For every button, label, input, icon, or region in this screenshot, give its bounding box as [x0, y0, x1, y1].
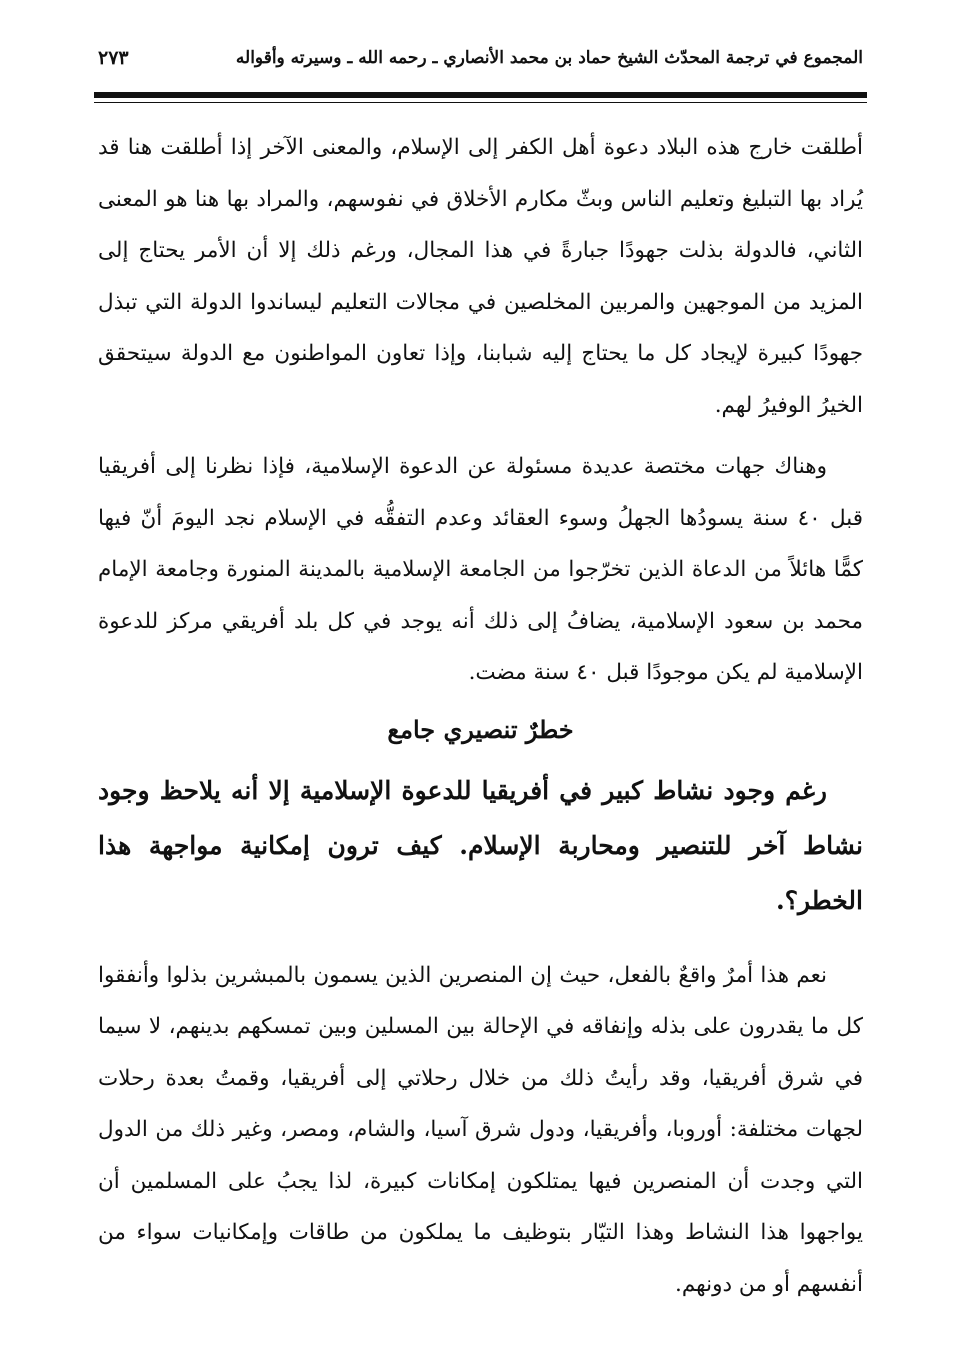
header-rule-thick — [94, 92, 867, 98]
paragraph-1: أطلقت خارج هذه البلاد دعوة أهل الكفر إلى الإسلام، والمعنى الآخر إذا أطلقت هنا قد يُراد بها التبليغ وتعليم الناس وبثّ مكارم الأخلاق في نفوسهم، والمراد بها هنا هو المعنى الثاني، فالدولة بذلت جهودًا جبارةً في هذا المجال، ورغم ذلك إلا أن الأمر يحتاج إلى المزيد من الموجهين والمربين المخلصين في مجالات التعليم ليساندوا الدولة التي تبذل جهودًا كبيرة لإيجاد كل ما يحتاج إليه شبابنا، وإذا تعاون المواطنون مع الدولة سيتحقق الخيرُ الوفيرُ لهم. — [98, 135, 863, 418]
running-title: المجموع في ترجمة المحدّث الشيخ حماد بن محمد الأنصاري ـ رحمه الله ـ وسيرته وأقواله — [235, 48, 863, 68]
running-header — [98, 38, 863, 78]
body-text — [98, 122, 863, 1310]
header-rule-thin — [94, 102, 867, 103]
paragraph-2: وهناك جهات مختصة عديدة مسئولة عن الدعوة الإسلامية، فإذا نظرنا إلى أفريقيا قبل ٤٠ سنة يسودُها الجهلُ وسوء العقائد وعدم التفقُّه في الإسلام نجد اليومَ أنّ فيها كمًّا هائلاً من الدعاة الذين تخرّجوا من الجامعة الإسلامية بالمدينة المنورة وجامعة الإمام محمد بن سعود الإسلامية، يضافُ إلى ذلك أنه يوجد في كل بلد أفريقي مركز للدعوة الإسلامية لم يكن موجودًا قبل ٤٠ سنة مضت. — [98, 454, 863, 685]
section-title: خطرٌ تنصيري جامع — [387, 714, 574, 744]
paragraph-3: نعم هذا أمرٌ واقعٌ بالفعل، حيث إن المنصرين الذين يسمون بالمبشرين بذلوا وأنفقوا كل ما يقدرون على بذله وإنفاقه في الإحالة بين المسلين وبين تمسكهم بدينهم، لا سيما في شرق أفريقيا، وقد رأيتُ ذلك من خلال رحلاتي إلى أفريقيا، وقمتُ بعدة رحلات لجهات مختلفة: أوروبا، وأفريقيا، ودول شرق آسيا، والشام، ومصر، وغير ذلك من الدول التي وجدت أن المنصرين فيها يمتلكون إمكانات كبيرة، لذا يجبُ على المسلمين أن يواجهوا هذا النشاط وهذا التيّار بتوظيف ما يملكون من طاقات وإمكانيات سواء من أنفسهم أو من دونهم. — [98, 962, 863, 1297]
page-number: ٢٧٣ — [98, 47, 129, 69]
question-text: رغم وجود نشاط كبير في أفريقيا للدعوة الإسلامية إلا أنه يلاحظ وجود نشاط آخر للتنصير ومحاربة الإسلام. كيف ترون إمكانية مواجهة هذا الخطر؟. — [98, 775, 863, 915]
